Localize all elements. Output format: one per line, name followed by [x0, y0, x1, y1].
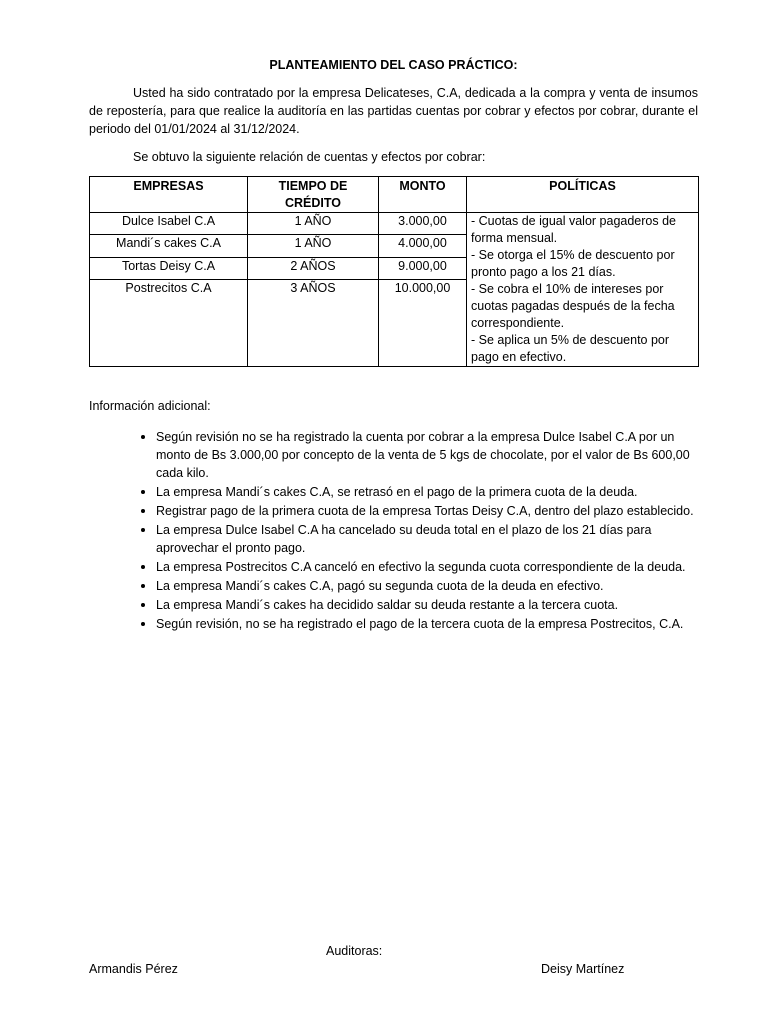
accounts-table	[89, 176, 699, 367]
intro-paragraph: Usted ha sido contratado por la empresa Delicateses, C.A, dedicada a la compra y venta de insumos de repostería, para que realice la auditoría en las partidas cuentas por cobrar y efectos por cobrar, durante el periodo del 01/01/2024 al 31/12/2024.	[89, 86, 698, 136]
politica-item: - Se cobra el 10% de intereses por cuotas pagadas después de la fecha correspondiente.	[471, 282, 675, 330]
cell-empresa: Dulce Isabel C.A	[90, 213, 248, 235]
cell-monto: 9.000,00	[379, 257, 467, 279]
politica-item: - Cuotas de igual valor pagaderos de forma mensual.	[471, 214, 676, 245]
list-item: • La empresa Dulce Isabel C.A ha cancelado su deuda total en el plazo de los 21 días para aprovechar el pronto pago.	[156, 520, 698, 557]
cell-empresa: Postrecitos C.A	[90, 280, 248, 367]
list-item: • La empresa Mandi´s cakes ha decidido saldar su deuda restante a la tercera cuota.	[156, 595, 698, 614]
cell-monto: 4.000,00	[379, 235, 467, 257]
signature-footer	[89, 942, 698, 982]
list-item: • La empresa Mandi´s cakes C.A, se retrasó en el pago de la primera cuota de la deuda.	[156, 482, 698, 501]
cell-monto: 3.000,00	[379, 213, 467, 235]
header-monto: MONTO	[379, 177, 467, 213]
auditor-name-left: Armandis Pérez	[89, 962, 178, 976]
cell-empresa: Mandi´s cakes C.A	[90, 235, 248, 257]
cell-monto: 10.000,00	[379, 280, 467, 367]
info-label: Información adicional:	[89, 399, 211, 413]
politica-item: - Se aplica un 5% de descuento por pago en efectivo.	[471, 333, 670, 364]
header-empresas: EMPRESAS	[90, 177, 248, 213]
table-header-row	[90, 177, 699, 213]
cell-politicas	[467, 213, 699, 367]
cell-tiempo: 1 AÑO	[248, 235, 379, 257]
cell-tiempo: 2 AÑOS	[248, 257, 379, 279]
auditor-name-right: Deisy Martínez	[541, 962, 625, 976]
list-item: • Registrar pago de la primera cuota de la empresa Tortas Deisy C.A, dentro del plazo establecido.	[156, 501, 698, 520]
header-politicas: POLÍTICAS	[467, 177, 699, 213]
list-item: • La empresa Postrecitos C.A canceló en efectivo la segunda cuota correspondiente de la deuda.	[156, 557, 698, 576]
politica-item: - Se otorga el 15% de descuento por pronto pago a los 21 días.	[471, 248, 675, 279]
list-item: • Según revisión no se ha registrado la cuenta por cobrar a la empresa Dulce Isabel C.A por un monto de Bs 3.000,00 por concepto de la venta de 5 kgs de chocolate, por el valor de Bs 600,00 cada kilo.	[156, 427, 698, 482]
relation-intro-paragraph: Se obtuvo la siguiente relación de cuentas y efectos por cobrar:	[133, 150, 486, 164]
list-item: • Según revisión, no se ha registrado el pago de la tercera cuota de la empresa Postrecitos, C.A.	[156, 614, 698, 633]
document-page	[89, 56, 698, 633]
document-title: PLANTEAMIENTO DEL CASO PRÁCTICO:	[269, 58, 518, 72]
auditoras-label: Auditoras:	[326, 944, 383, 958]
cell-tiempo: 1 AÑO	[248, 213, 379, 235]
cell-empresa: Tortas Deisy C.A	[90, 257, 248, 279]
header-tiempo-credito: TIEMPO DE CRÉDITO	[248, 177, 379, 213]
cell-tiempo: 3 AÑOS	[248, 280, 379, 367]
info-list	[89, 427, 698, 633]
list-item: • La empresa Mandi´s cakes C.A, pagó su segunda cuota de la deuda en efectivo.	[156, 576, 698, 595]
table-row	[90, 213, 699, 235]
